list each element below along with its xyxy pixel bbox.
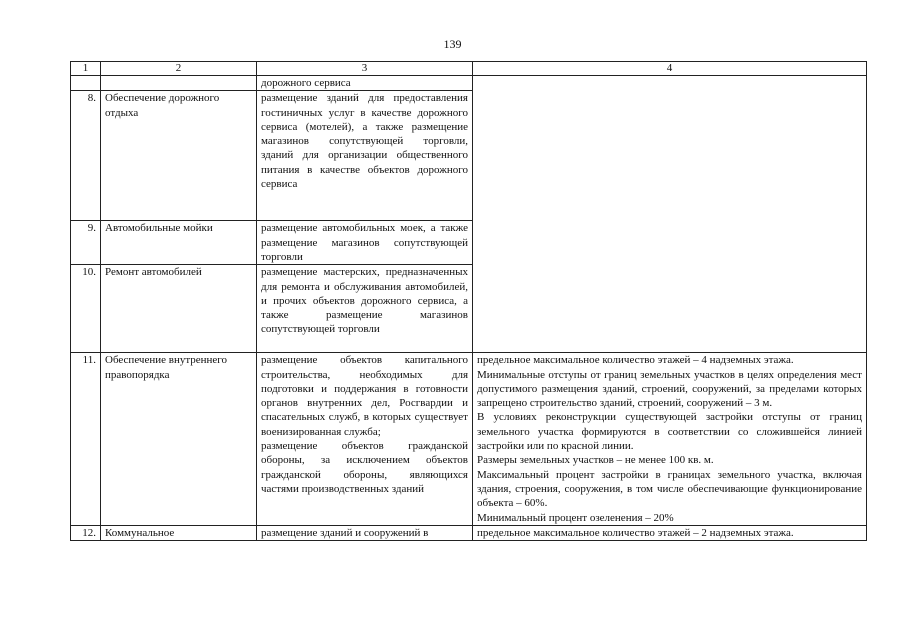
- row-description: размещение автомобильных моек, а также размещение магазинов сопутствующей торговли: [257, 221, 473, 265]
- parameter-line: Размеры земельных участков – не менее 100 кв. м.: [477, 454, 714, 467]
- row-name: [101, 76, 257, 91]
- table-row: [71, 76, 867, 91]
- row-description: размещение зданий и сооружений в: [257, 525, 473, 540]
- row-name: Коммунальное: [101, 525, 257, 540]
- header-col-4: 4: [473, 62, 867, 76]
- page-number: 139: [443, 37, 462, 51]
- row-description: размещение зданий для предоставления гостиничных услуг в качестве дорожного сервиса (мотелей), а также размещение магазинов сопутствующей торговли, зданий для организации общественного питания в качестве объектов дорожного сервиса: [257, 91, 473, 221]
- row-name: Обеспечение дорожного отдыха: [101, 91, 257, 221]
- row-description: [257, 353, 473, 526]
- row-parameters: [473, 353, 867, 526]
- header-col-1: 1: [71, 62, 101, 76]
- table-row: [71, 525, 867, 540]
- row-number: 11.: [71, 353, 101, 526]
- row-description: дорожного сервиса: [257, 76, 473, 91]
- parameter-line: Минимальный процент озеленения – 20%: [477, 511, 674, 524]
- row-parameters: предельное максимальное количество этажей – 2 надземных этажа.: [473, 525, 867, 540]
- regulation-table: [70, 61, 867, 541]
- row-number: [71, 76, 101, 91]
- header-row: [71, 62, 867, 76]
- header-col-2: 2: [101, 62, 257, 76]
- row-name: Обеспечение внутреннего правопорядка: [101, 353, 257, 526]
- parameter-line: Максимальный процент застройки в границах земельного участка, включая здания, строения, сооружения, в том числе обеспечивающие функционирование объекта – 60%.: [477, 468, 862, 510]
- parameter-line: Минимальные отступы от границ земельных участков в целях определения мест допустимого размещения зданий, строений, сооружений, за пределами которых запрещено строительство зданий, строений, сооружений – 3 м.: [477, 368, 862, 410]
- header-col-3: 3: [257, 62, 473, 76]
- row-parameters: [473, 76, 867, 353]
- table-row: [71, 353, 867, 526]
- parameter-line: В условиях реконструкции существующей застройки отступы от границ земельного участка формируются в соответствии со сложившейся линией застройки или по красной линии.: [477, 411, 862, 453]
- description-paragraph: размещение объектов капитального строительства, необходимых для подготовки и поддержания в готовности органов внутренних дел, Росгвардии и спасательных служб, в которых существует военизированная служба;: [261, 354, 468, 438]
- row-name: Ремонт автомобилей: [101, 265, 257, 353]
- row-number: 9.: [71, 221, 101, 265]
- row-number: 8.: [71, 91, 101, 221]
- row-name: Автомобильные мойки: [101, 221, 257, 265]
- row-number: 12.: [71, 525, 101, 540]
- row-number: 10.: [71, 265, 101, 353]
- row-description: размещение мастерских, предназначенных для ремонта и обслуживания автомобилей, и прочих объектов дорожного сервиса, а также размещение магазинов сопутствующей торговли: [257, 265, 473, 353]
- parameter-line: предельное максимальное количество этажей – 4 надземных этажа.: [477, 354, 794, 367]
- description-paragraph: размещение объектов гражданской обороны, за исключением объектов гражданской обороны, являющихся частями производственных зданий: [261, 440, 468, 495]
